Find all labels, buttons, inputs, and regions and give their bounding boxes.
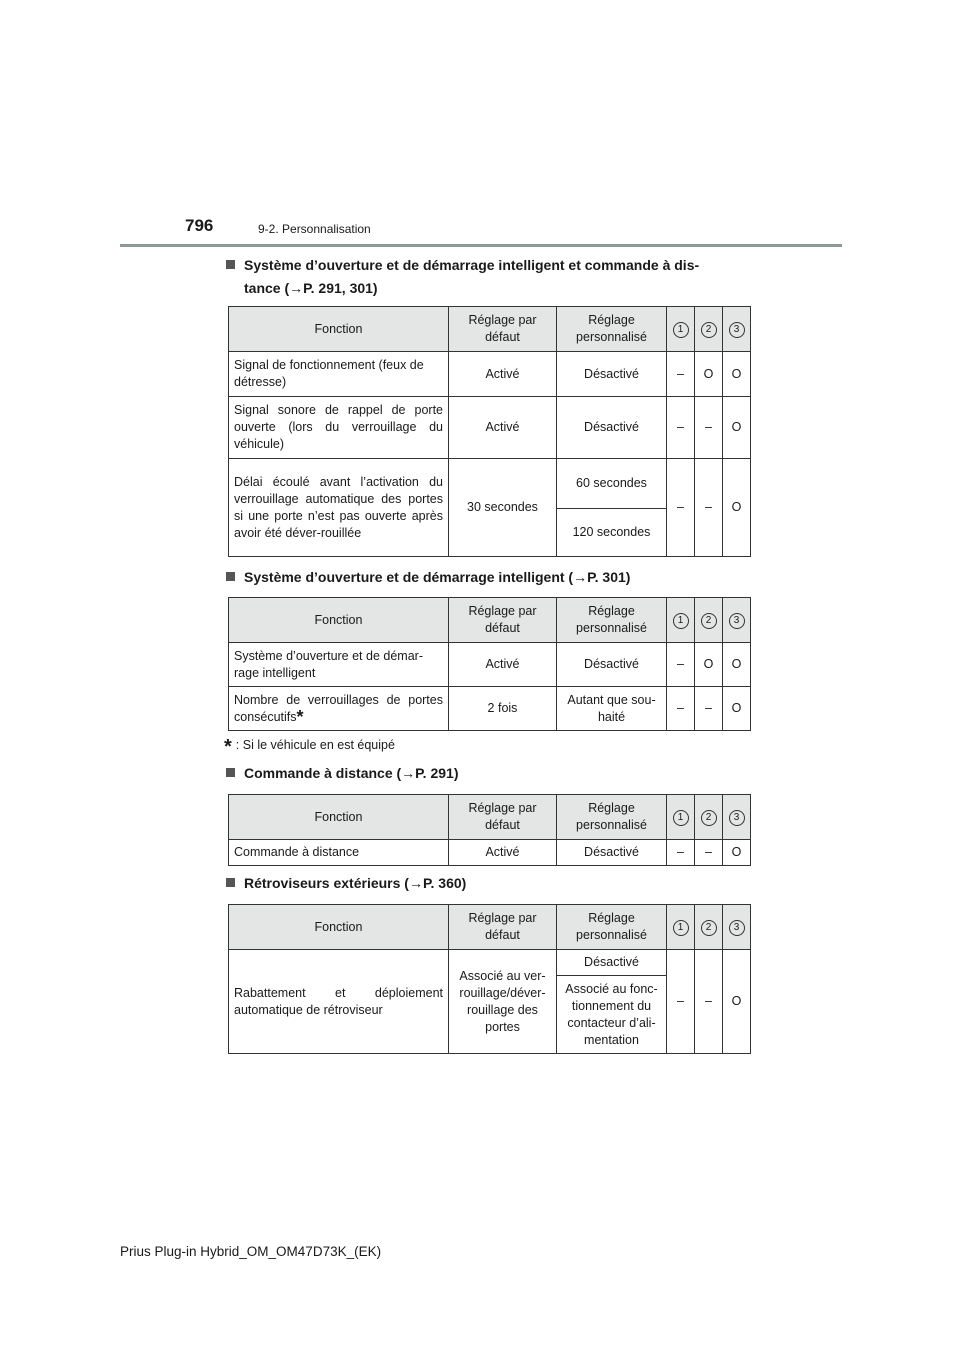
cell-c3: O <box>723 397 751 459</box>
cell-c3: O <box>723 687 751 731</box>
cell-c1: – <box>667 840 695 866</box>
cell-custom: 120 secondes <box>557 509 667 557</box>
chapter-title: 9-2. Personnalisation <box>258 222 371 236</box>
cell-c3: O <box>723 840 751 866</box>
table-section-2 <box>228 597 751 731</box>
square-bullet-icon <box>226 878 235 887</box>
footnote-marker: * <box>296 706 304 727</box>
footnote <box>224 736 395 759</box>
cell-c2: – <box>695 950 723 1054</box>
section-title-3-text: Commande à distance (→P. 291) <box>244 765 459 781</box>
cell-c3: O <box>723 950 751 1054</box>
cell-default: 30 secondes <box>449 459 557 557</box>
table-section-4 <box>228 904 751 1054</box>
cell-fonction: Signal sonore de rappel de porte ouverte (lors du verrouillage du véhicule) <box>229 397 449 459</box>
header-fonction: Fonction <box>229 795 449 840</box>
cell-custom: Associé au fonc-tionnement du contacteur d’ali-mentation <box>557 976 667 1054</box>
cell-c1: – <box>667 459 695 557</box>
footnote-star: * <box>224 736 232 758</box>
cell-fonction: Délai écoulé avant l’activation du verrouillage automatique des portes si une porte n’est pas ouverte après avoir été déver-rouillée <box>229 459 449 557</box>
cell-default: Associé au ver-rouillage/déver-rouillage des portes <box>449 950 557 1054</box>
header-custom: Réglage personnalisé <box>557 598 667 643</box>
circled-number-3: 3 <box>729 322 745 338</box>
table-row <box>229 352 751 397</box>
header-fonction: Fonction <box>229 905 449 950</box>
cell-c2: – <box>695 459 723 557</box>
table-section-3 <box>228 794 751 866</box>
circled-number-2: 2 <box>701 810 717 826</box>
table-row <box>229 459 751 509</box>
table-header-row <box>229 795 751 840</box>
cell-custom: Désactivé <box>557 840 667 866</box>
table-row <box>229 950 751 976</box>
header-fonction: Fonction <box>229 307 449 352</box>
header-col3 <box>723 307 751 352</box>
header-col1 <box>667 905 695 950</box>
header-default: Réglage par défaut <box>449 795 557 840</box>
cell-custom: 60 secondes <box>557 459 667 509</box>
page-number: 796 <box>185 216 214 235</box>
cell-default: Activé <box>449 397 557 459</box>
footer-document-id: Prius Plug-in Hybrid_OM_OM47D73K_(EK) <box>120 1244 382 1259</box>
cell-c2: – <box>695 840 723 866</box>
circled-number-1: 1 <box>673 920 689 936</box>
header-custom: Réglage personnalisé <box>557 307 667 352</box>
cell-c1: – <box>667 397 695 459</box>
cell-c1: – <box>667 950 695 1054</box>
cell-c2: – <box>695 397 723 459</box>
table-header-row <box>229 307 751 352</box>
circled-number-1: 1 <box>673 322 689 338</box>
cell-fonction <box>229 687 449 731</box>
table-row <box>229 643 751 687</box>
cell-custom: Désactivé <box>557 643 667 687</box>
cell-c2: O <box>695 643 723 687</box>
header-col3 <box>723 795 751 840</box>
header-col2 <box>695 905 723 950</box>
cell-fonction: Commande à distance <box>229 840 449 866</box>
header-default: Réglage par défaut <box>449 905 557 950</box>
circled-number-2: 2 <box>701 613 717 629</box>
cell-custom: Désactivé <box>557 397 667 459</box>
header-col1 <box>667 598 695 643</box>
header-rule <box>120 244 842 247</box>
section-title-2-text: Système d’ouverture et de démarrage intelligent (→P. 301) <box>244 569 631 585</box>
header-custom: Réglage personnalisé <box>557 905 667 950</box>
circled-number-3: 3 <box>729 810 745 826</box>
table-header-row <box>229 905 751 950</box>
header-col3 <box>723 598 751 643</box>
cell-fonction-text: Nombre de verrouillages de portes consécutifs <box>234 692 443 724</box>
circled-number-3: 3 <box>729 920 745 936</box>
circled-number-1: 1 <box>673 613 689 629</box>
cell-c1: – <box>667 352 695 397</box>
header-col1 <box>667 307 695 352</box>
footnote-text: : Si le véhicule en est équipé <box>235 738 395 752</box>
cell-default: Activé <box>449 840 557 866</box>
cell-custom: Autant que sou-haité <box>557 687 667 731</box>
cell-c3: O <box>723 643 751 687</box>
section-title-1 <box>226 254 756 300</box>
square-bullet-icon <box>226 260 235 269</box>
table-header-row <box>229 598 751 643</box>
cell-c1: – <box>667 643 695 687</box>
square-bullet-icon <box>226 768 235 777</box>
table-row <box>229 687 751 731</box>
circled-number-1: 1 <box>673 810 689 826</box>
cell-custom: Désactivé <box>557 950 667 976</box>
cell-custom: Désactivé <box>557 352 667 397</box>
cell-c3: O <box>723 352 751 397</box>
circled-number-2: 2 <box>701 920 717 936</box>
circled-number-2: 2 <box>701 322 717 338</box>
cell-c2: – <box>695 687 723 731</box>
section-title-2 <box>226 566 756 589</box>
cell-fonction: Système d’ouverture et de démar-rage intelligent <box>229 643 449 687</box>
table-row <box>229 840 751 866</box>
section-title-1-line1: Système d’ouverture et de démarrage intelligent et commande à dis- <box>244 257 700 273</box>
cell-default: Activé <box>449 643 557 687</box>
header-custom: Réglage personnalisé <box>557 795 667 840</box>
section-title-3 <box>226 762 756 785</box>
header-fonction: Fonction <box>229 598 449 643</box>
cell-default: 2 fois <box>449 687 557 731</box>
header-col1 <box>667 795 695 840</box>
header-default: Réglage par défaut <box>449 307 557 352</box>
section-title-4-text: Rétroviseurs extérieurs (→P. 360) <box>244 875 467 891</box>
section-title-1-line2: tance (→P. 291, 301) <box>244 280 378 296</box>
circled-number-3: 3 <box>729 613 745 629</box>
cell-fonction: Rabattement et déploiement automatique de rétroviseur <box>229 950 449 1054</box>
cell-c2: O <box>695 352 723 397</box>
cell-c1: – <box>667 687 695 731</box>
header-col2 <box>695 598 723 643</box>
header-default: Réglage par défaut <box>449 598 557 643</box>
square-bullet-icon <box>226 572 235 581</box>
header-col3 <box>723 905 751 950</box>
cell-default: Activé <box>449 352 557 397</box>
table-section-1 <box>228 306 751 557</box>
header-col2 <box>695 795 723 840</box>
cell-fonction: Signal de fonctionnement (feux de détresse) <box>229 352 449 397</box>
cell-c3: O <box>723 459 751 557</box>
section-title-4 <box>226 872 756 895</box>
table-row <box>229 397 751 459</box>
header-col2 <box>695 307 723 352</box>
